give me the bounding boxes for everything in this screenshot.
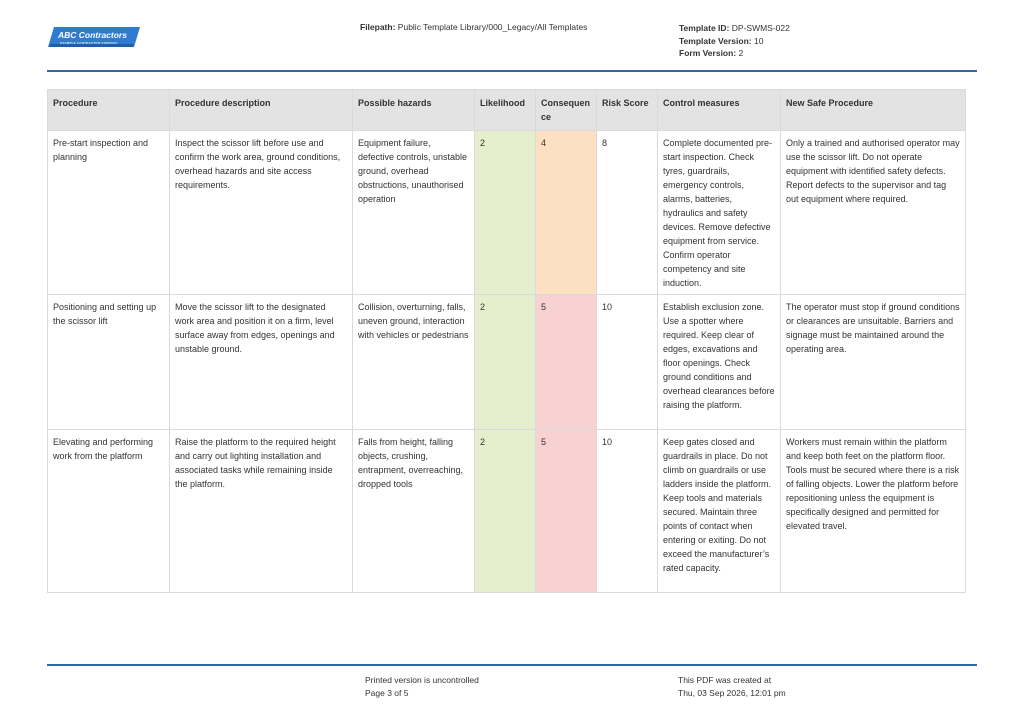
safe-procedure-cell: The operator must stop if ground conditions or clearances are unsuitable. Barriers and signage must be maintained around the operating area. — [781, 295, 966, 430]
column-header-control-measures: Control measures — [658, 90, 781, 131]
template-version-value: 10 — [753, 35, 764, 46]
procedure-cell: Positioning and setting up the scissor lift — [48, 295, 170, 430]
column-header-hazards: Possible hazards — [353, 90, 475, 131]
header-divider — [47, 70, 977, 72]
hazards-cell: Falls from height, falling objects, crushing, entrapment, overreaching, dropped tools — [353, 430, 475, 593]
footer-divider — [47, 664, 977, 666]
page-number: Page 3 of 5 — [365, 687, 409, 698]
safe-procedure-cell: Only a trained and authorised operator may use the scissor lift. Do not operate equipment with identified safety defects. Report defects to the supervisor and tag out equipment where required. — [781, 131, 966, 295]
likelihood-cell: 2 — [475, 430, 536, 593]
column-header-likelihood: Likelihood — [475, 90, 536, 131]
column-header-new-safe-procedure: New Safe Procedure — [781, 90, 966, 131]
filepath-label: Filepath: — [360, 22, 396, 32]
procedure-cell: Pre-start inspection and planning — [48, 131, 170, 295]
filepath — [360, 22, 587, 32]
consequence-cell: 5 — [536, 430, 597, 593]
logo-name: ABC Contractors — [58, 30, 127, 40]
footer-left — [365, 674, 479, 699]
template-version-label: Template Version: — [679, 35, 752, 46]
table-row — [48, 430, 966, 593]
risk-score-cell: 8 — [597, 131, 658, 295]
uncontrolled-notice: Printed version is uncontrolled — [365, 675, 479, 685]
created-label: This PDF was created at — [678, 675, 772, 685]
column-header-description: Procedure description — [170, 90, 353, 131]
procedure-cell: Elevating and performing work from the platform — [48, 430, 170, 593]
risk-score-cell: 10 — [597, 295, 658, 430]
table-row — [48, 131, 966, 295]
risk-score-cell: 10 — [597, 430, 658, 593]
hazards-cell: Equipment failure, defective controls, unstable ground, overhead obstructions, unauthorised operation — [353, 131, 475, 295]
control-measures-cell: Complete documented pre-start inspection. Check tyres, guardrails, emergency controls, alarms, batteries, hydraulics and safety devices. Remove defective equipment from service. Confirm operator competency and site induction. — [658, 131, 781, 295]
logo-tagline: EXAMPLE CONTRACTOR COMPANY — [60, 41, 118, 45]
column-header-procedure: Procedure — [48, 90, 170, 131]
consequence-cell: 5 — [536, 295, 597, 430]
template-id-value: DP-SWMS-022 — [731, 23, 790, 33]
risk-assessment-table — [47, 89, 966, 593]
template-meta — [679, 22, 790, 60]
created-timestamp: Thu, 03 Sep 2026, 12:01 pm — [678, 687, 786, 698]
table-header-row — [48, 90, 966, 131]
description-cell: Raise the platform to the required height and carry out lighting installation and associated tasks while remaining inside the platform. — [170, 430, 353, 593]
form-version — [679, 47, 790, 60]
footer-right — [678, 674, 786, 699]
form-version-value: 2 — [738, 48, 744, 58]
company-logo — [48, 27, 140, 47]
template-id — [679, 22, 790, 35]
consequence-cell: 4 — [536, 131, 597, 295]
hazards-cell: Collision, overturning, falls, uneven ground, interaction with vehicles or pedestrians — [353, 295, 475, 430]
table-row — [48, 295, 966, 430]
safe-procedure-cell: Workers must remain within the platform and keep both feet on the platform floor. Tools must be secured where there is a risk of falling objects. Lower the platform before repositioning unless the equipment is specifically designed and permitted for elevated travel. — [781, 430, 966, 593]
likelihood-cell: 2 — [475, 295, 536, 430]
template-id-label: Template ID: — [679, 23, 730, 33]
likelihood-cell: 2 — [475, 131, 536, 295]
description-cell: Move the scissor lift to the designated work area and position it on a firm, level surface away from edges, openings and unstable ground. — [170, 295, 353, 430]
column-header-risk-score: Risk Score — [597, 90, 658, 131]
control-measures-cell: Keep gates closed and guardrails in place. Do not climb on guardrails or use ladders inside the platform. Keep tools and materials secured. Maintain three points of contact when entering or exiting. Do not exceed the manufacturer’s rated capacity. — [658, 430, 781, 593]
control-measures-cell: Establish exclusion zone. Use a spotter where required. Keep clear of edges, excavations and floor openings. Check ground conditions and overhead clearances before raising the platform. — [658, 295, 781, 430]
column-header-consequence: Consequen ce — [536, 90, 597, 131]
form-version-label: Form Version: — [679, 48, 737, 58]
description-cell: Inspect the scissor lift before use and confirm the work area, ground conditions, overhead hazards and site access requirements. — [170, 131, 353, 295]
filepath-value: Public Template Library/000_Legacy/All Templates — [397, 22, 588, 32]
template-version — [679, 35, 790, 48]
